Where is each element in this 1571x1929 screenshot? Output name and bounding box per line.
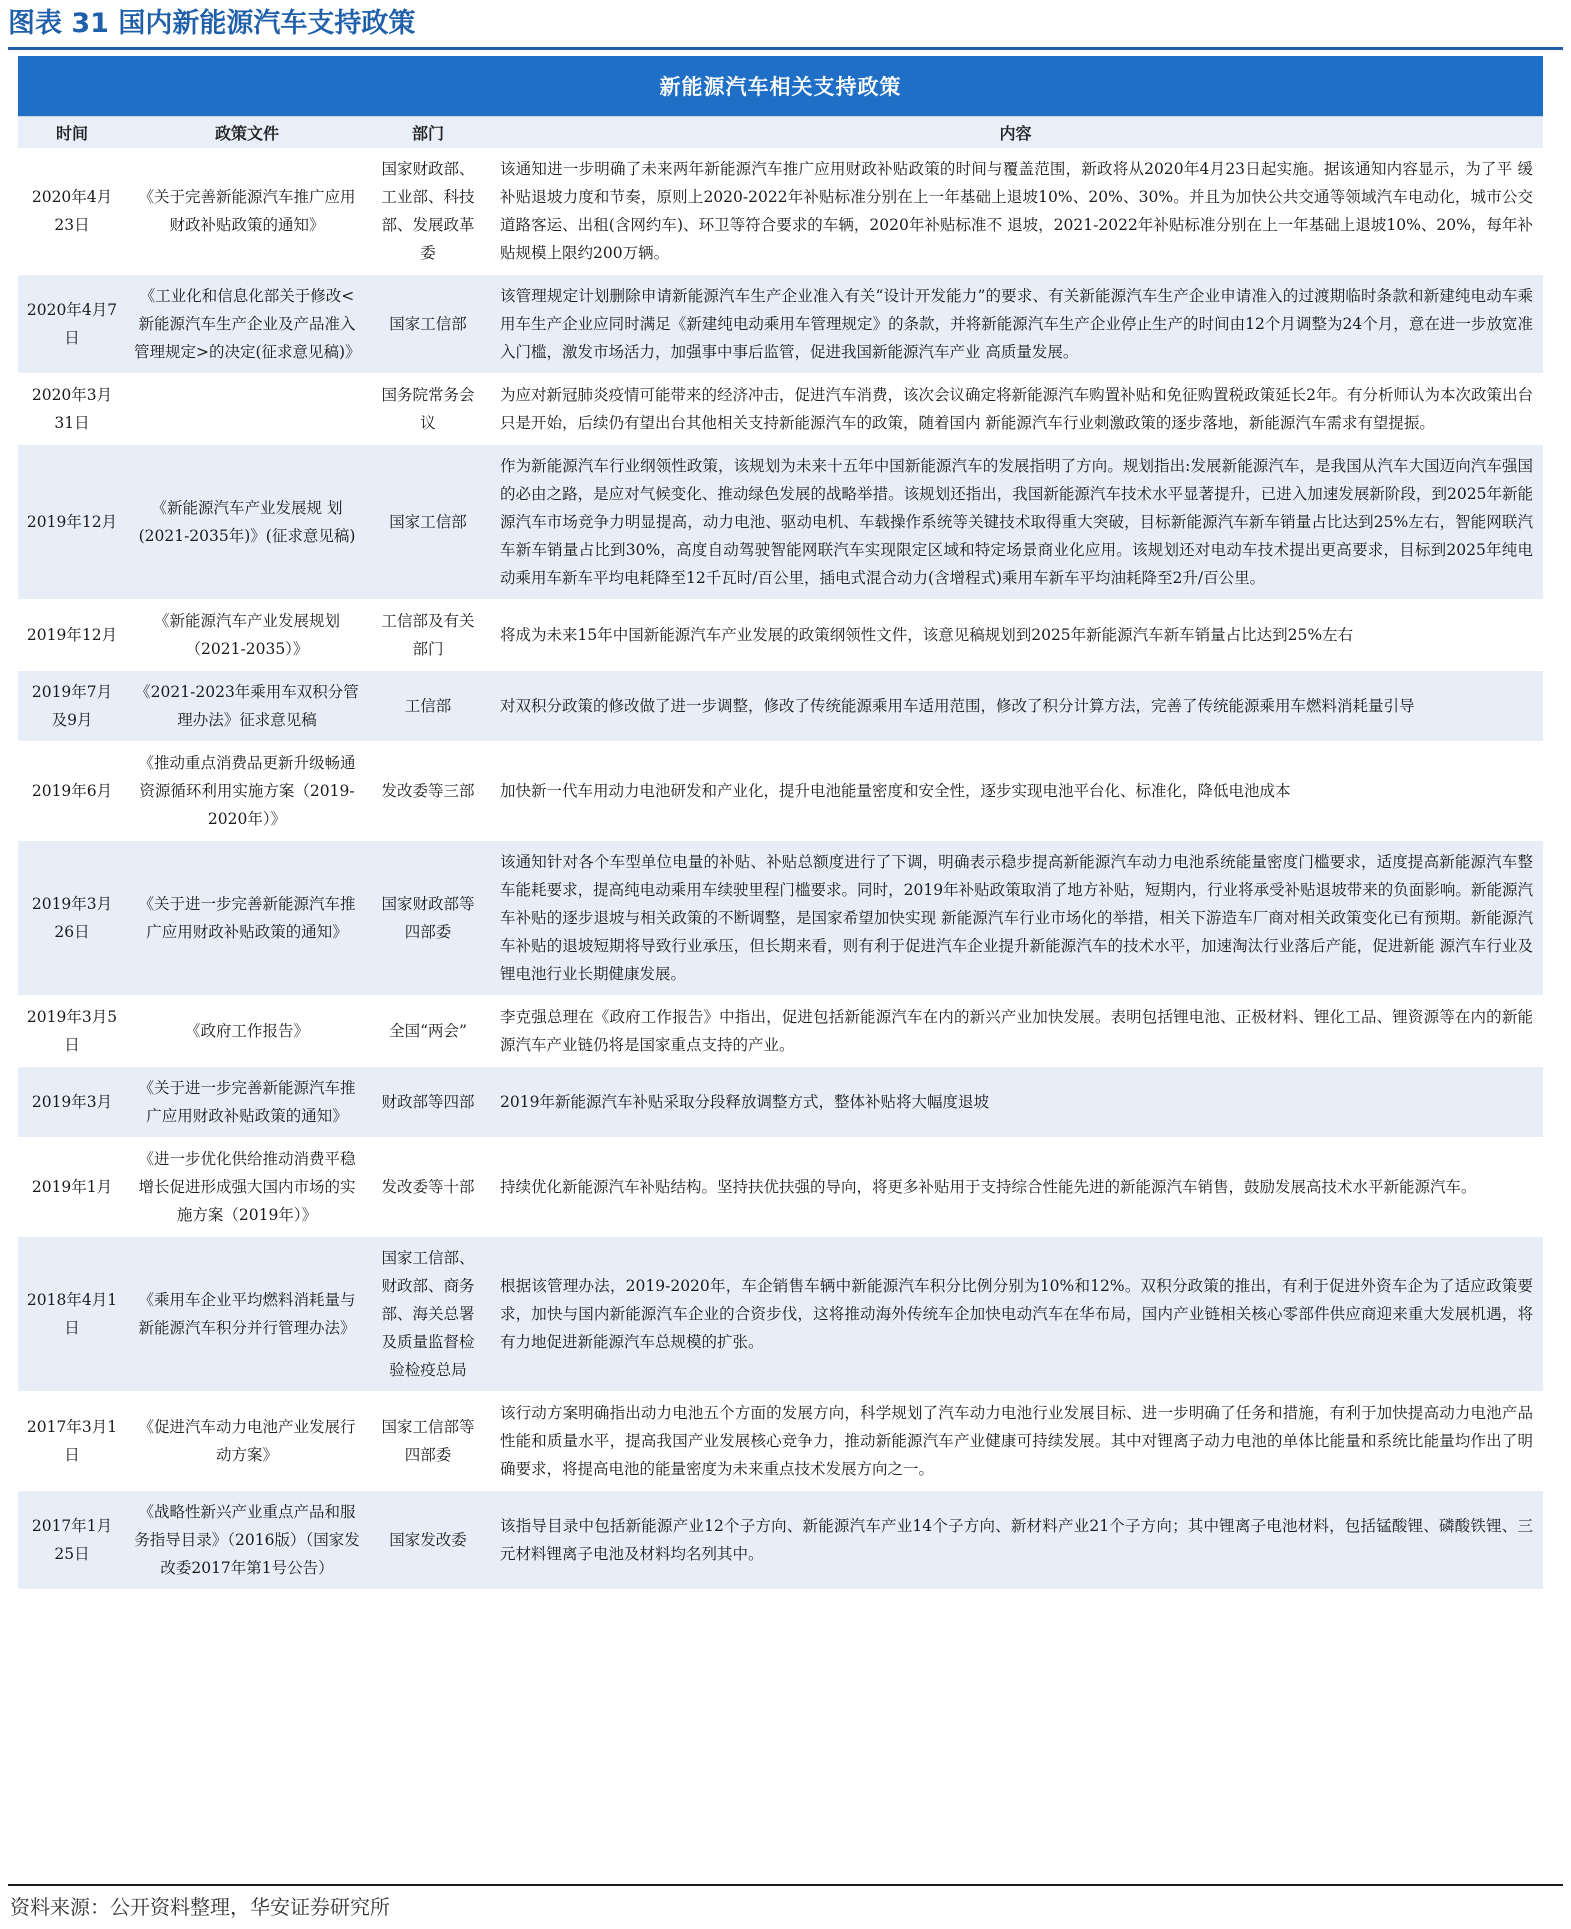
cell-content: 根据该管理办法，2019-2020年，车企销售车辆中新能源汽车积分比例分别为10%和12%。双积分政策的推出，有利于促进外资车企为了适应政策要求，加快与国内新能源汽车企业的合资步伐，这将推动海外传统车企加快电动汽车在华布局，国内产业链相关核心零部件供应商迎来重大发展机遇，将 有力地促进新能源汽车总规模的扩张。 [488, 1237, 1543, 1392]
cell-department: 全国“两会” [368, 996, 488, 1067]
cell-department: 国务院常务会议 [368, 374, 488, 445]
cell-department: 国家工信部 [368, 275, 488, 374]
source-note: 资料来源：公开资料整理，华安证券研究所 [10, 1895, 390, 1919]
cell-department: 国家工信部等四部委 [368, 1392, 488, 1491]
header-document: 政策文件 [126, 117, 368, 149]
cell-document: 《乘用车企业平均燃料消耗量与新能源汽车积分并行管理办法》 [126, 1237, 368, 1392]
cell-date: 2019年3月 [18, 1067, 126, 1138]
table-row [18, 374, 1543, 445]
table-row [18, 600, 1543, 671]
cell-content: 作为新能源汽车行业纲领性政策，该规划为未来十五年中国新能源汽车的发展指明了方向。规划指出:发展新能源汽车，是我国从汽车大国迈向汽车强国的必由之路，是应对气候变化、推动绿色发展的战略举措。该规划还指出，我国新能源汽车技术水平显著提升，已进入加速发展新阶段，到2025年新能源汽车市场竞争力明显提高，动力电池、驱动电机、车载操作系统等关键技术取得重大突破，目标新能源汽车新车销量占比达到25%左右，智能网联汽车新车销量占比到30%，高度自动驾驶智能网联汽车实现限定区域和特定场景商业化应用。该规划还对电动车技术提出更高要求，目标到2025年纯电动乘用车新车平均电耗降至12千瓦时/百公里，插电式混合动力(含增程式)乘用车新车平均油耗降至2升/百公里。 [488, 445, 1543, 600]
cell-date: 2019年3月26日 [18, 841, 126, 996]
table-row [18, 996, 1543, 1067]
table-row [18, 671, 1543, 742]
cell-document: 《推动重点消费品更新升级畅通资源循环利用实施方案（2019-2020年）》 [126, 742, 368, 841]
bottom-divider [8, 1884, 1563, 1886]
policy-table-container [18, 56, 1543, 1590]
cell-date: 2019年12月 [18, 445, 126, 600]
cell-document: 《工业化和信息化部关于修改<新能源汽车生产企业及产品准入管理规定>的决定(征求意见稿)》 [126, 275, 368, 374]
title-divider [8, 47, 1563, 50]
table-row [18, 1067, 1543, 1138]
cell-date: 2019年12月 [18, 600, 126, 671]
cell-date: 2019年7月及9月 [18, 671, 126, 742]
cell-document: 《进一步优化供给推动消费平稳增长促进形成强大国内市场的实施方案（2019年）》 [126, 1138, 368, 1237]
cell-content: 将成为未来15年中国新能源汽车产业发展的政策纲领性文件，该意见稿规划到2025年新能源汽车新车销量占比达到25%左右 [488, 600, 1543, 671]
cell-date: 2019年1月 [18, 1138, 126, 1237]
cell-document: 《关于进一步完善新能源汽车推广应用财政补贴政策的通知》 [126, 841, 368, 996]
header-content: 内容 [488, 117, 1543, 149]
cell-date: 2018年4月1日 [18, 1237, 126, 1392]
cell-document: 《关于进一步完善新能源汽车推广应用财政补贴政策的通知》 [126, 1067, 368, 1138]
table-row [18, 1392, 1543, 1491]
cell-department: 工信部 [368, 671, 488, 742]
header-department: 部门 [368, 117, 488, 149]
cell-document: 《政府工作报告》 [126, 996, 368, 1067]
cell-content: 该指导目录中包括新能源产业12个子方向、新能源汽车产业14个子方向、新材料产业21个子方向；其中锂离子电池材料，包括锰酸锂、磷酸铁锂、三元材料锂离子电池及材料均名列其中。 [488, 1491, 1543, 1590]
table-row [18, 841, 1543, 996]
table-row [18, 148, 1543, 275]
cell-content: 对双积分政策的修改做了进一步调整，修改了传统能源乘用车适用范围，修改了积分计算方法，完善了传统能源乘用车燃料消耗量引导 [488, 671, 1543, 742]
table-row [18, 445, 1543, 600]
cell-department: 发改委等三部 [368, 742, 488, 841]
cell-document: 《促进汽车动力电池产业发展行动方案》 [126, 1392, 368, 1491]
cell-document [126, 374, 368, 445]
cell-content: 该通知进一步明确了未来两年新能源汽车推广应用财政补贴政策的时间与覆盖范围，新政将从2020年4月23日起实施。据该通知内容显示，为了平 缓补贴退坡力度和节奏，原则上2020-2022年补贴标准分别在上一年基础上退坡10%、20%、30%。并且为加快公共交通等领域汽车电动化，城市公交道路客运、出租(含网约车)、环卫等符合要求的车辆，2020年补贴标准不 退坡，2021-2022年补贴标准分别在上一年基础上退坡10%、20%，每年补贴规模上限约200万辆。 [488, 148, 1543, 275]
cell-content: 加快新一代车用动力电池研发和产业化，提升电池能量密度和安全性，逐步实现电池平台化、标准化，降低电池成本 [488, 742, 1543, 841]
cell-department: 发改委等十部 [368, 1138, 488, 1237]
cell-department: 财政部等四部 [368, 1067, 488, 1138]
cell-department: 国家发改委 [368, 1491, 488, 1590]
cell-document: 《关于完善新能源汽车推广应用财政补贴政策的通知》 [126, 148, 368, 275]
cell-content: 该行动方案明确指出动力电池五个方面的发展方向，科学规划了汽车动力电池行业发展目标、进一步明确了任务和措施，有利于加快提高动力电池产品性能和质量水平，提高我国产业发展核心竞争力，推动新能源汽车产业健康可持续发展。其中对锂离子动力电池的单体比能量和系统比能量均作出了明确要求，将提高电池的能量密度为未来重点技术发展方向之一。 [488, 1392, 1543, 1491]
cell-date: 2020年4月23日 [18, 148, 126, 275]
cell-date: 2019年3月5日 [18, 996, 126, 1067]
cell-content: 2019年新能源汽车补贴采取分段释放调整方式，整体补贴将大幅度退坡 [488, 1067, 1543, 1138]
table-row [18, 1237, 1543, 1392]
cell-document: 《2021-2023年乘用车双积分管理办法》征求意见稿 [126, 671, 368, 742]
cell-content: 李克强总理在《政府工作报告》中指出，促进包括新能源汽车在内的新兴产业加快发展。表明包括锂电池、正极材料、锂化工品、锂资源等在内的新能源汽车产业链仍将是国家重点支持的产业。 [488, 996, 1543, 1067]
cell-date: 2017年3月1日 [18, 1392, 126, 1491]
table-row [18, 1491, 1543, 1590]
cell-content: 该管理规定计划删除申请新能源汽车生产企业准入有关“设计开发能力”的要求、有关新能源汽车生产企业申请准入的过渡期临时条款和新建纯电动车乘用车生产企业应同时满足《新建纯电动乘用车管理规定》的条款，并将新能源汽车生产企业停止生产的时间由12个月调整为24个月，意在进一步放宽准入门槛，激发市场活力，加强事中事后监管，促进我国新能源汽车产业 高质量发展。 [488, 275, 1543, 374]
cell-department: 国家财政部、工业部、科技部、发展政革委 [368, 148, 488, 275]
cell-document: 《新能源汽车产业发展规 划(2021-2035年)》(征求意见稿) [126, 445, 368, 600]
table-row [18, 1138, 1543, 1237]
cell-date: 2020年4月7日 [18, 275, 126, 374]
cell-date: 2017年1月25日 [18, 1491, 126, 1590]
cell-department: 国家工信部、财政部、商务部、海关总署及质量监督检验检疫总局 [368, 1237, 488, 1392]
cell-date: 2019年6月 [18, 742, 126, 841]
cell-department: 国家工信部 [368, 445, 488, 600]
table-banner: 新能源汽车相关支持政策 [18, 56, 1543, 117]
cell-content: 为应对新冠肺炎疫情可能带来的经济冲击，促进汽车消费，该次会议确定将新能源汽车购置补贴和免征购置税政策延长2年。有分析师认为本次政策出台只是开始，后续仍有望出台其他相关支持新能源汽车的政策，随着国内 新能源汽车行业刺激政策的逐步落地，新能源汽车需求有望提振。 [488, 374, 1543, 445]
table-row [18, 275, 1543, 374]
figure-title: 图表 31 国内新能源汽车支持政策 [8, 8, 416, 39]
cell-document: 《战略性新兴产业重点产品和服务指导目录》（2016版）（国家发改委2017年第1号公告） [126, 1491, 368, 1590]
cell-document: 《新能源汽车产业发展规划（2021-2035）》 [126, 600, 368, 671]
header-date: 时间 [18, 117, 126, 149]
cell-date: 2020年3月31日 [18, 374, 126, 445]
cell-department: 工信部及有关部门 [368, 600, 488, 671]
policy-table [18, 56, 1543, 1590]
table-row [18, 742, 1543, 841]
cell-content: 持续优化新能源汽车补贴结构。坚持扶优扶强的导向，将更多补贴用于支持综合性能先进的新能源汽车销售，鼓励发展高技术水平新能源汽车。 [488, 1138, 1543, 1237]
cell-department: 国家财政部等四部委 [368, 841, 488, 996]
cell-content: 该通知针对各个车型单位电量的补贴、补贴总额度进行了下调，明确表示稳步提高新能源汽车动力电池系统能量密度门槛要求，适度提高新能源汽车整车能耗要求，提高纯电动乘用车续驶里程门槛要求。同时，2019年补贴政策取消了地方补贴，短期内，行业将承受补贴退坡带来的负面影响。新能源汽车补贴的逐步退坡与相关政策的不断调整，是国家希望加快实现 新能源汽车行业市场化的举措，相关下游造车厂商对相关政策变化已有预期。新能源汽车补贴的退坡短期将导致行业承压，但长期来看，则有利于促进汽车企业提升新能源汽车的技术水平，加速淘汰行业落后产能，促进新能 源汽车行业及锂电池行业长期健康发展。 [488, 841, 1543, 996]
